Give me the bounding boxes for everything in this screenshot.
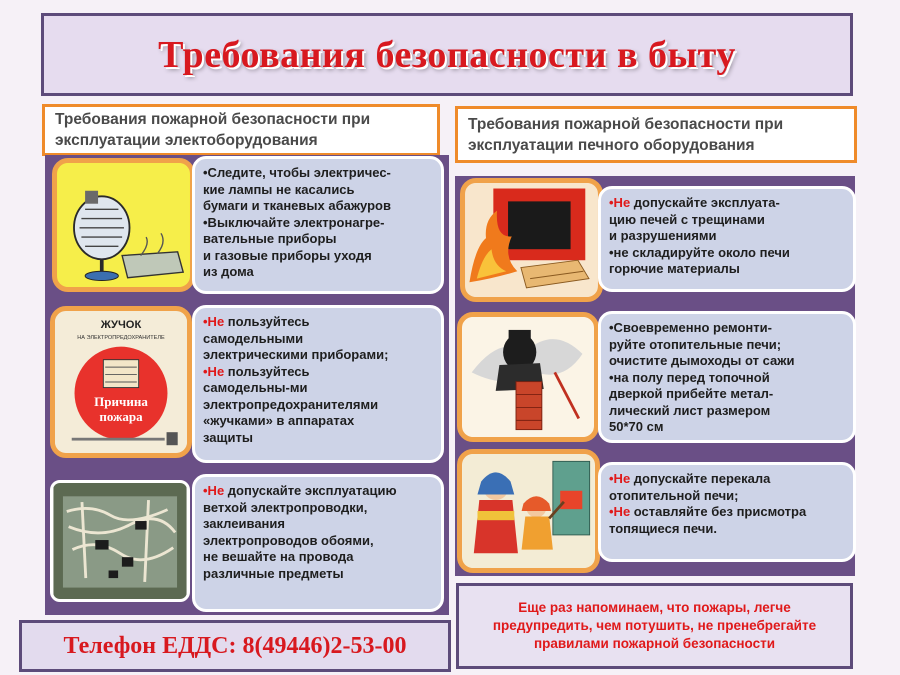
card-homemade-line1: •Не пользуйтесь самодельными электрическими приборами;: [203, 314, 389, 362]
reminder-banner: [456, 583, 853, 669]
phone-banner: [19, 620, 451, 672]
children-stove-icon: [457, 449, 600, 573]
right-section-header: [455, 106, 857, 163]
card-chimney-line2: •на полу перед топочной дверкой прибейте метал- лический лист размером 50*70 см: [609, 369, 774, 434]
card-chimney-line1: •Своевременно ремонти- руйте отопительные печи; очистите дымоходы от сажи: [609, 320, 795, 368]
card-overheat-line2: •Не оставляйте без присмотра топящиеся печи.: [609, 504, 807, 536]
old-wiring-icon: [50, 480, 190, 602]
stove-fire-icon: [460, 178, 603, 302]
card-overheat-line1: •Не допускайте перекала отопительной печи;: [609, 471, 771, 503]
card-stove-cracks: [598, 186, 856, 292]
card-homemade-line2: •Не пользуйтесь самодельны-ми электропредохранителями «жучками» в аппаратах защиты: [203, 363, 379, 445]
card-stove-line1: •Не допускайте эксплуата- цию печей с трещинами и разрушениями: [609, 195, 780, 243]
poster-sub-text: НА ЭЛЕКТРОПРЕДОХРАНИТЕЛЕ: [77, 335, 165, 342]
card-lamps-line2: •Выключайте электронагре- вательные приборы и газовые приборы уходя из дома: [203, 214, 385, 279]
card-old-wiring: [192, 474, 444, 612]
poster-main1: Причина: [94, 394, 148, 410]
phone-text: Телефон ЕДДС: 8(49446)2-53-00: [63, 632, 407, 659]
page-title: Требования безопасности в быту: [158, 33, 736, 76]
card-lamps-line1: •Следите, чтобы электричес- кие лампы не касались бумаги и тканевых абажуров: [203, 165, 391, 213]
card-stove-line2: •не складируйте около печи горючие материалы: [609, 244, 790, 276]
title-banner: [41, 13, 853, 96]
card-homemade-devices: [192, 305, 444, 463]
reminder-text: Еще раз напоминаем, что пожары, легче предупредить, чем потушить, не пренебрегайте правилами пожарной безопасности: [492, 600, 817, 651]
chimney-sweep-icon: [457, 312, 599, 442]
poster-main2: пожара: [99, 409, 143, 425]
left-section-header-text: Требования пожарной безопасности при эксплуатации электоборудования: [55, 111, 371, 149]
left-section-header: [42, 104, 440, 156]
card-chimney: [598, 311, 856, 443]
zhuchok-poster-icon: [50, 306, 192, 458]
electric-heater-icon: [52, 158, 195, 292]
card-overheat: [598, 462, 856, 562]
card-lamps: [192, 156, 444, 294]
right-section-header-text: Требования пожарной безопасности при эксплуатации печного оборудования: [468, 115, 784, 154]
poster-top-text: ЖУЧОК: [100, 319, 142, 332]
card-wiring-line1: •Не допускайте эксплуатацию ветхой электропроводки, заклеивания электропроводов обоями, не вешайте на провода различные предметы: [203, 483, 397, 581]
